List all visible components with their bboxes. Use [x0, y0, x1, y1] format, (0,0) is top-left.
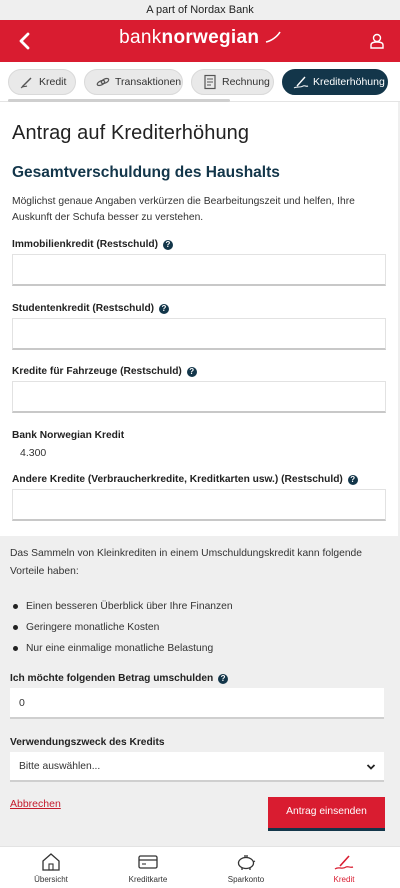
help-icon[interactable]: ?	[348, 475, 358, 485]
purpose-select[interactable]	[10, 752, 384, 782]
bn-credit-value: 4.300	[20, 447, 47, 459]
tab-kredit-label: Kredit	[39, 76, 67, 88]
section-title: Gesamtverschuldung des Haushalts	[12, 164, 280, 181]
mortgage-label-text: Immobilienkredit (Restschuld)	[12, 239, 159, 250]
other-credits-label-text: Andere Kredite (Verbraucherkredite, Kreditkarten usw.) (Restschuld)	[12, 474, 343, 485]
refinance-amount-label-text: Ich möchte folgenden Betrag umschulden	[10, 673, 214, 684]
vehicle-label-text: Kredite für Fahrzeuge (Restschuld)	[12, 366, 182, 377]
intro-text: Möglichst genaue Angaben verkürzen die Bearbeitungszeit und helfen, Ihre Auskunft der Schufa besser zu verstehen.	[12, 196, 355, 223]
nav-item-uebersicht[interactable]	[11, 851, 91, 884]
vehicle-input[interactable]	[13, 382, 385, 411]
credit-card-icon	[137, 851, 159, 873]
benefit-item: Nur eine einmalige monatliche Belastung	[12, 638, 382, 659]
user-icon	[368, 32, 386, 50]
home-icon	[40, 851, 62, 873]
submit-button-underline	[268, 828, 385, 831]
profile-button[interactable]	[368, 32, 386, 50]
help-icon[interactable]: ?	[218, 674, 228, 684]
student-input[interactable]	[13, 319, 385, 348]
student-label	[12, 303, 169, 314]
bn-credit-label: Bank Norwegian Kredit	[12, 430, 125, 441]
topbar-text: A part of Nordax Bank	[146, 4, 254, 16]
student-field[interactable]	[12, 318, 386, 350]
nav-item-sparkonto[interactable]	[206, 851, 286, 884]
help-icon[interactable]: ?	[187, 367, 197, 377]
piggy-bank-icon	[235, 851, 257, 873]
benefit-item: Einen besseren Überblick über Ihre Finanzen	[12, 596, 382, 617]
form-card	[0, 102, 398, 536]
mortgage-label	[12, 239, 173, 250]
student-label-text: Studentenkredit (Restschuld)	[12, 303, 155, 314]
purpose-label: Verwendungszweck des Kredits	[10, 737, 165, 748]
tab-transaktionen[interactable]	[84, 69, 183, 95]
page-title: Antrag auf Krediterhöhung	[12, 122, 250, 144]
mortgage-field[interactable]	[12, 254, 386, 286]
mortgage-input[interactable]	[13, 255, 385, 284]
nav-item-kredit[interactable]	[304, 851, 384, 884]
link-icon	[95, 74, 111, 90]
bottom-navigation	[0, 846, 400, 888]
brand-logo	[0, 27, 400, 49]
other-credits-label	[12, 474, 358, 485]
tab-rechnung[interactable]	[191, 69, 274, 95]
pen-icon	[19, 74, 35, 90]
refinance-amount-label	[10, 673, 228, 684]
help-icon[interactable]: ?	[163, 240, 173, 250]
nav-label: Kreditkarte	[128, 875, 168, 884]
tab-rechnung-label: Rechnung	[222, 76, 270, 88]
vehicle-label	[12, 366, 197, 377]
tab-bar	[0, 62, 400, 102]
purpose-selected-value: Bitte auswählen...	[19, 761, 101, 772]
brand-topbar	[0, 0, 400, 20]
other-credits-input[interactable]	[13, 490, 385, 519]
benefit-item: Geringere monatliche Kosten	[12, 617, 382, 638]
signature-icon	[293, 74, 309, 90]
tab-transaktionen-label: Transaktionen	[115, 76, 182, 88]
nav-label: Sparkonto	[227, 875, 265, 884]
logo-swoosh-icon	[265, 31, 281, 43]
vehicle-field[interactable]	[12, 381, 386, 413]
tab-krediterhoehung-label: Krediterhöhung	[313, 76, 385, 88]
nav-label: Übersicht	[34, 875, 68, 884]
other-credits-field[interactable]	[12, 489, 386, 521]
cancel-link[interactable]: Abbrechen	[10, 798, 61, 810]
tab-krediterhoehung[interactable]	[282, 69, 388, 95]
benefits-list	[12, 596, 382, 659]
tab-kredit[interactable]	[8, 69, 76, 95]
logo-text-norwegian: norwegian	[161, 27, 260, 48]
chevron-down-icon	[366, 762, 376, 772]
submit-button[interactable]: Antrag einsenden	[268, 797, 385, 828]
nav-item-kreditkarte[interactable]	[108, 851, 188, 884]
logo-text-bank: bank	[119, 27, 162, 48]
refinance-amount-input[interactable]	[10, 688, 384, 717]
help-icon[interactable]: ?	[159, 304, 169, 314]
refinance-info-text: Das Sammeln von Kleinkrediten in einem Umschuldungskredit kann folgende Vorteile haben:	[10, 548, 362, 577]
refinance-amount-field[interactable]	[10, 688, 384, 719]
document-icon	[202, 74, 218, 90]
nav-label: Kredit	[333, 875, 355, 884]
app-header	[0, 20, 400, 62]
signature-icon	[333, 851, 355, 873]
